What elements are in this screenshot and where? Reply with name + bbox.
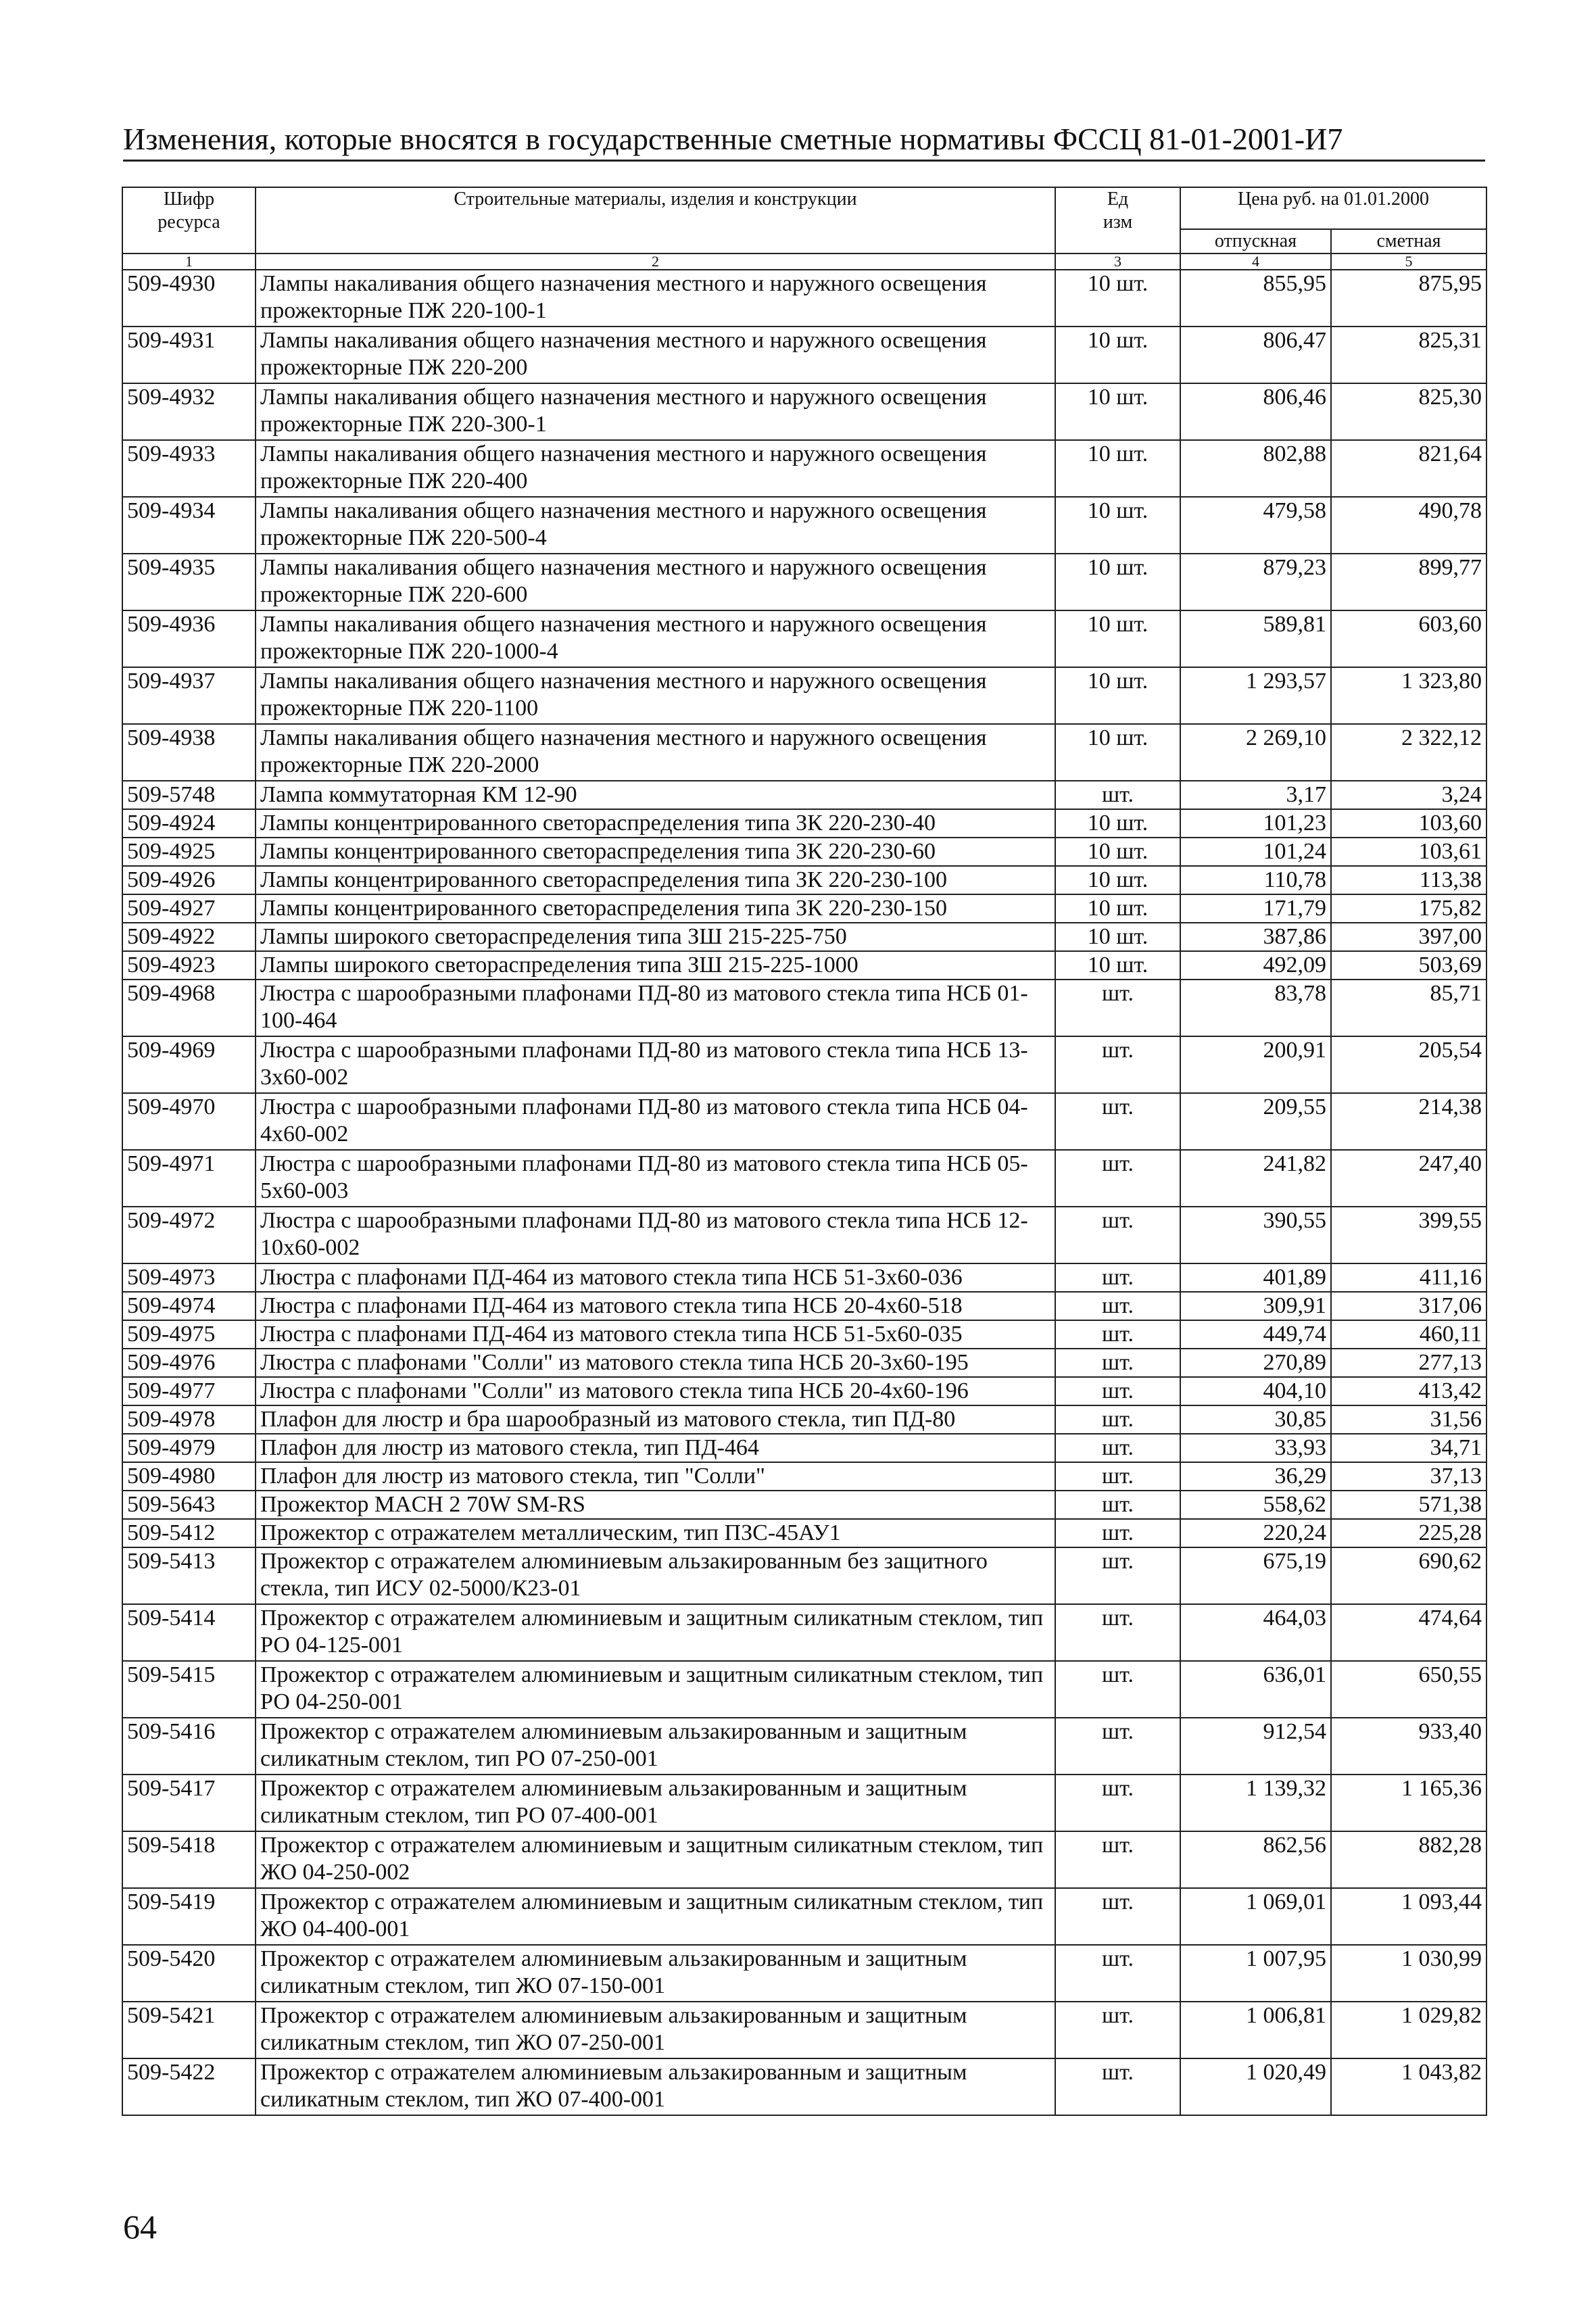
table-row (122, 1093, 1486, 1150)
estimate-price: 825,30 (1331, 383, 1486, 440)
estimate-price: 31,56 (1331, 1405, 1486, 1434)
release-price: 806,46 (1180, 383, 1331, 440)
unit-of-measure: шт. (1055, 980, 1180, 1036)
estimate-price: 1 043,82 (1331, 2058, 1486, 2115)
resource-name: Лампы накаливания общего назначения местного и наружного освещения прожекторные ПЖ 220-100-1 (256, 270, 1055, 327)
resource-name: Прожектор с отражателем алюминиевым альзакированным и защитным силикатным стеклом, тип РО 07-250-001 (256, 1718, 1055, 1775)
resource-name: Люстра с шарообразными плафонами ПД-80 из матового стекла типа НСБ 13-3x60-002 (256, 1036, 1055, 1093)
estimate-price: 103,60 (1331, 809, 1486, 838)
table-row (122, 1377, 1486, 1405)
unit-of-measure: шт. (1055, 1775, 1180, 1831)
table-row (122, 1945, 1486, 2002)
resource-name: Прожектор с отражателем металлическим, тип ПЗС-45АУ1 (256, 1519, 1055, 1547)
release-price: 83,78 (1180, 980, 1331, 1036)
resource-name: Лампы концентрированного светораспределения типа ЗК 220-230-40 (256, 809, 1055, 838)
resource-code: 509-4969 (122, 1036, 256, 1093)
estimate-price: 397,00 (1331, 923, 1486, 951)
release-price: 101,23 (1180, 809, 1331, 838)
release-price: 1 020,49 (1180, 2058, 1331, 2115)
resource-name: Плафон для люстр из матового стекла, тип ПД-464 (256, 1434, 1055, 1462)
table-row (122, 1292, 1486, 1320)
unit-of-measure: шт. (1055, 1150, 1180, 1207)
resource-name: Прожектор с отражателем алюминиевым и защитным силикатным стеклом, тип РО 04-125-001 (256, 1604, 1055, 1661)
resource-name: Лампы накаливания общего назначения местного и наружного освещения прожекторные ПЖ 220-1100 (256, 667, 1055, 724)
estimate-price: 103,61 (1331, 838, 1486, 866)
resource-code: 509-5420 (122, 1945, 256, 2002)
resource-name: Прожектор с отражателем алюминиевым альзакированным и защитным силикатным стеклом, тип ЖО 07-150-001 (256, 1945, 1055, 2002)
table-row (122, 1150, 1486, 1207)
resource-code: 509-4923 (122, 951, 256, 980)
resource-name: Люстра с плафонами "Солли" из матового стекла типа НСБ 20-4x60-196 (256, 1377, 1055, 1405)
release-price: 855,95 (1180, 270, 1331, 327)
release-price: 270,89 (1180, 1349, 1331, 1377)
unit-of-measure: 10 шт. (1055, 497, 1180, 554)
unit-of-measure: шт. (1055, 1349, 1180, 1377)
resource-code: 509-4933 (122, 440, 256, 497)
resource-code: 509-5412 (122, 1519, 256, 1547)
resource-name: Люстра с плафонами "Солли" из матового стекла типа НСБ 20-3x60-195 (256, 1349, 1055, 1377)
resource-name: Люстра с шарообразными плафонами ПД-80 из матового стекла типа НСБ 05-5x60-003 (256, 1150, 1055, 1207)
resource-name: Лампы накаливания общего назначения местного и наружного освещения прожекторные ПЖ 220-500-4 (256, 497, 1055, 554)
estimate-price: 1 030,99 (1331, 1945, 1486, 2002)
resource-name: Люстра с шарообразными плафонами ПД-80 из матового стекла типа НСБ 01-100-464 (256, 980, 1055, 1036)
release-price: 390,55 (1180, 1207, 1331, 1263)
resource-code: 509-4971 (122, 1150, 256, 1207)
table-row (122, 1831, 1486, 1888)
resource-name: Люстра с плафонами ПД-464 из матового стекла типа НСБ 51-3x60-036 (256, 1263, 1055, 1292)
estimate-price: 1 165,36 (1331, 1775, 1486, 1831)
unit-of-measure: шт. (1055, 2002, 1180, 2058)
resource-code: 509-4931 (122, 327, 256, 383)
resource-code: 509-4979 (122, 1434, 256, 1462)
release-price: 404,10 (1180, 1377, 1331, 1405)
table-row (122, 497, 1486, 554)
estimate-price: 205,54 (1331, 1036, 1486, 1093)
estimate-price: 3,24 (1331, 781, 1486, 809)
estimate-price: 503,69 (1331, 951, 1486, 980)
estimate-price: 317,06 (1331, 1292, 1486, 1320)
release-price: 33,93 (1180, 1434, 1331, 1462)
unit-of-measure: шт. (1055, 1377, 1180, 1405)
resource-code: 509-4932 (122, 383, 256, 440)
resource-code: 509-4938 (122, 724, 256, 781)
estimate-price: 411,16 (1331, 1263, 1486, 1292)
release-price: 449,74 (1180, 1320, 1331, 1349)
resource-name: Плафон для люстр из матового стекла, тип "Солли" (256, 1462, 1055, 1491)
table-row (122, 1320, 1486, 1349)
header-price: Цена руб. на 01.01.2000 (1180, 187, 1486, 229)
resource-code: 509-4924 (122, 809, 256, 838)
table-row (122, 2058, 1486, 2115)
unit-of-measure: 10 шт. (1055, 894, 1180, 923)
resource-code: 509-4930 (122, 270, 256, 327)
release-price: 879,23 (1180, 554, 1331, 610)
table-row (122, 554, 1486, 610)
release-price: 309,91 (1180, 1292, 1331, 1320)
resource-name: Лампа коммутаторная КМ 12-90 (256, 781, 1055, 809)
resource-code: 509-5415 (122, 1661, 256, 1718)
resource-code: 509-4922 (122, 923, 256, 951)
estimate-price: 690,62 (1331, 1547, 1486, 1604)
estimate-price: 1 029,82 (1331, 2002, 1486, 2058)
resource-code: 509-4973 (122, 1263, 256, 1292)
table-row (122, 923, 1486, 951)
estimate-price: 875,95 (1331, 270, 1486, 327)
table-row (122, 1036, 1486, 1093)
resource-name: Прожектор MACH 2 70W SM-RS (256, 1491, 1055, 1519)
unit-of-measure: шт. (1055, 1405, 1180, 1434)
unit-of-measure: шт. (1055, 1547, 1180, 1604)
estimate-price: 490,78 (1331, 497, 1486, 554)
table-row (122, 980, 1486, 1036)
resource-code: 509-4937 (122, 667, 256, 724)
resource-code: 509-4976 (122, 1349, 256, 1377)
release-price: 171,79 (1180, 894, 1331, 923)
table-row (122, 1519, 1486, 1547)
estimate-price: 277,13 (1331, 1349, 1486, 1377)
table-row (122, 667, 1486, 724)
resource-code: 509-4935 (122, 554, 256, 610)
table-row (122, 781, 1486, 809)
release-price: 589,81 (1180, 610, 1331, 667)
resource-name: Люстра с плафонами ПД-464 из матового стекла типа НСБ 51-5x60-035 (256, 1320, 1055, 1349)
resource-code: 509-4934 (122, 497, 256, 554)
unit-of-measure: шт. (1055, 1434, 1180, 1462)
release-price: 3,17 (1180, 781, 1331, 809)
unit-of-measure: шт. (1055, 1661, 1180, 1718)
unit-of-measure: шт. (1055, 1036, 1180, 1093)
release-price: 1 069,01 (1180, 1888, 1331, 1945)
column-number: 1 (122, 254, 256, 270)
unit-of-measure: 10 шт. (1055, 383, 1180, 440)
resource-name: Лампы накаливания общего назначения местного и наружного освещения прожекторные ПЖ 220-600 (256, 554, 1055, 610)
resource-code: 509-4974 (122, 1292, 256, 1320)
unit-of-measure: шт. (1055, 2058, 1180, 2115)
unit-of-measure: 10 шт. (1055, 838, 1180, 866)
resource-name: Прожектор с отражателем алюминиевым и защитным силикатным стеклом, тип ЖО 04-250-002 (256, 1831, 1055, 1888)
release-price: 2 269,10 (1180, 724, 1331, 781)
release-price: 401,89 (1180, 1263, 1331, 1292)
estimate-price: 933,40 (1331, 1718, 1486, 1775)
header-release-price: отпускная (1180, 229, 1331, 254)
resource-name: Лампы накаливания общего назначения местного и наружного освещения прожекторные ПЖ 220-1000-4 (256, 610, 1055, 667)
estimate-price: 113,38 (1331, 866, 1486, 894)
release-price: 1 006,81 (1180, 2002, 1331, 2058)
table-row (122, 1462, 1486, 1491)
resource-code: 509-4975 (122, 1320, 256, 1349)
release-price: 1 293,57 (1180, 667, 1331, 724)
resource-name: Лампы концентрированного светораспределения типа ЗК 220-230-150 (256, 894, 1055, 923)
table-row (122, 1434, 1486, 1462)
release-price: 464,03 (1180, 1604, 1331, 1661)
estimate-price: 2 322,12 (1331, 724, 1486, 781)
release-price: 558,62 (1180, 1491, 1331, 1519)
resource-code: 509-5414 (122, 1604, 256, 1661)
column-number-row (122, 254, 1486, 270)
estimate-price: 175,82 (1331, 894, 1486, 923)
resource-name: Лампы концентрированного светораспределения типа ЗК 220-230-60 (256, 838, 1055, 866)
unit-of-measure: шт. (1055, 1945, 1180, 2002)
resource-name: Лампы широкого светораспределения типа ЗШ 215-225-750 (256, 923, 1055, 951)
unit-of-measure: 10 шт. (1055, 951, 1180, 980)
release-price: 492,09 (1180, 951, 1331, 980)
table-row (122, 809, 1486, 838)
table-row (122, 894, 1486, 923)
table-row (122, 1888, 1486, 1945)
estimate-price: 899,77 (1331, 554, 1486, 610)
table-row (122, 724, 1486, 781)
unit-of-measure: 10 шт. (1055, 809, 1180, 838)
release-price: 1 007,95 (1180, 1945, 1331, 2002)
table-row (122, 1547, 1486, 1604)
unit-of-measure: шт. (1055, 1320, 1180, 1349)
resource-name: Лампы широкого светораспределения типа ЗШ 215-225-1000 (256, 951, 1055, 980)
unit-of-measure: шт. (1055, 1831, 1180, 1888)
unit-of-measure: 10 шт. (1055, 440, 1180, 497)
resource-code: 509-5413 (122, 1547, 256, 1604)
resource-code: 509-4977 (122, 1377, 256, 1405)
estimate-price: 85,71 (1331, 980, 1486, 1036)
header-code (122, 187, 256, 254)
release-price: 209,55 (1180, 1093, 1331, 1150)
header-estimate-price: сметная (1331, 229, 1486, 254)
resource-code: 509-4926 (122, 866, 256, 894)
table-row (122, 1349, 1486, 1377)
resource-name: Люстра с шарообразными плафонами ПД-80 из матового стекла типа НСБ 04-4x60-002 (256, 1093, 1055, 1150)
unit-of-measure: шт. (1055, 1207, 1180, 1263)
table-row (122, 270, 1486, 327)
resource-code: 509-4980 (122, 1462, 256, 1491)
resource-code: 509-4936 (122, 610, 256, 667)
resource-code: 509-5417 (122, 1775, 256, 1831)
page-number: 64 (123, 2208, 157, 2246)
table-row (122, 440, 1486, 497)
estimate-price: 37,13 (1331, 1462, 1486, 1491)
resource-name: Прожектор с отражателем алюминиевым и защитным силикатным стеклом, тип РО 04-250-001 (256, 1661, 1055, 1718)
unit-of-measure: шт. (1055, 781, 1180, 809)
table-row (122, 1661, 1486, 1718)
header-name: Строительные материалы, изделия и конструкции (256, 187, 1055, 254)
release-price: 241,82 (1180, 1150, 1331, 1207)
estimate-price: 571,38 (1331, 1491, 1486, 1519)
estimate-price: 1 323,80 (1331, 667, 1486, 724)
unit-of-measure: 10 шт. (1055, 866, 1180, 894)
resource-name: Прожектор с отражателем алюминиевым альзакированным и защитным силикатным стеклом, тип ЖО 07-400-001 (256, 2058, 1055, 2115)
estimate-price: 882,28 (1331, 1831, 1486, 1888)
release-price: 200,91 (1180, 1036, 1331, 1093)
column-number: 5 (1331, 254, 1486, 270)
unit-of-measure: 10 шт. (1055, 270, 1180, 327)
resource-name: Прожектор с отражателем алюминиевым альзакированным и защитным силикатным стеклом, тип ЖО 07-250-001 (256, 2002, 1055, 2058)
estimate-price: 650,55 (1331, 1661, 1486, 1718)
document-header: Изменения, которые вносятся в государственные сметные нормативы ФССЦ 81-01-2001-И7 (123, 122, 1343, 156)
release-price: 636,01 (1180, 1661, 1331, 1718)
table-row (122, 1775, 1486, 1831)
header-rule (123, 160, 1485, 162)
release-price: 1 139,32 (1180, 1775, 1331, 1831)
release-price: 806,47 (1180, 327, 1331, 383)
table-row (122, 1604, 1486, 1661)
resource-name: Прожектор с отражателем алюминиевым и защитным силикатным стеклом, тип ЖО 04-400-001 (256, 1888, 1055, 1945)
resource-code: 509-4972 (122, 1207, 256, 1263)
estimate-price: 413,42 (1331, 1377, 1486, 1405)
unit-of-measure: 10 шт. (1055, 327, 1180, 383)
header-unit (1055, 187, 1180, 254)
header-code-line1: Шифр (163, 189, 215, 210)
resource-name: Лампы концентрированного светораспределения типа ЗК 220-230-100 (256, 866, 1055, 894)
estimate-price: 247,40 (1331, 1150, 1486, 1207)
unit-of-measure: 10 шт. (1055, 554, 1180, 610)
unit-of-measure: шт. (1055, 1888, 1180, 1945)
column-number: 2 (256, 254, 1055, 270)
resource-code: 509-5422 (122, 2058, 256, 2115)
column-number: 3 (1055, 254, 1180, 270)
header-unit-line2: изм (1103, 212, 1133, 233)
header-unit-line1: Ед (1107, 189, 1129, 210)
resource-name: Прожектор с отражателем алюминиевым альзакированным и защитным силикатным стеклом, тип РО 07-400-001 (256, 1775, 1055, 1831)
unit-of-measure: 10 шт. (1055, 923, 1180, 951)
table-row (122, 1405, 1486, 1434)
estimate-price: 460,11 (1331, 1320, 1486, 1349)
table-row (122, 383, 1486, 440)
resource-name: Лампы накаливания общего назначения местного и наружного освещения прожекторные ПЖ 220-200 (256, 327, 1055, 383)
table-row (122, 951, 1486, 980)
resource-name: Лампы накаливания общего назначения местного и наружного освещения прожекторные ПЖ 220-2000 (256, 724, 1055, 781)
table-row (122, 1207, 1486, 1263)
resource-code: 509-4968 (122, 980, 256, 1036)
table-row (122, 1718, 1486, 1775)
resource-name: Люстра с шарообразными плафонами ПД-80 из матового стекла типа НСБ 12-10x60-002 (256, 1207, 1055, 1263)
resource-code: 509-5748 (122, 781, 256, 809)
unit-of-measure: 10 шт. (1055, 724, 1180, 781)
release-price: 675,19 (1180, 1547, 1331, 1604)
table-row (122, 1491, 1486, 1519)
table-row (122, 2002, 1486, 2058)
estimate-price: 214,38 (1331, 1093, 1486, 1150)
resource-code: 509-4925 (122, 838, 256, 866)
release-price: 30,85 (1180, 1405, 1331, 1434)
resource-name: Лампы накаливания общего назначения местного и наружного освещения прожекторные ПЖ 220-400 (256, 440, 1055, 497)
release-price: 220,24 (1180, 1519, 1331, 1547)
release-price: 862,56 (1180, 1831, 1331, 1888)
table-row (122, 866, 1486, 894)
unit-of-measure: шт. (1055, 1491, 1180, 1519)
unit-of-measure: 10 шт. (1055, 610, 1180, 667)
release-price: 479,58 (1180, 497, 1331, 554)
estimate-price: 825,31 (1331, 327, 1486, 383)
resource-price-table (122, 187, 1487, 2116)
estimate-price: 1 093,44 (1331, 1888, 1486, 1945)
resource-code: 509-5643 (122, 1491, 256, 1519)
resource-code: 509-4927 (122, 894, 256, 923)
estimate-price: 474,64 (1331, 1604, 1486, 1661)
estimate-price: 225,28 (1331, 1519, 1486, 1547)
unit-of-measure: шт. (1055, 1519, 1180, 1547)
release-price: 802,88 (1180, 440, 1331, 497)
resource-code: 509-4970 (122, 1093, 256, 1150)
release-price: 912,54 (1180, 1718, 1331, 1775)
resource-code: 509-5418 (122, 1831, 256, 1888)
resource-code: 509-5419 (122, 1888, 256, 1945)
estimate-price: 34,71 (1331, 1434, 1486, 1462)
table-row (122, 838, 1486, 866)
estimate-price: 603,60 (1331, 610, 1486, 667)
unit-of-measure: шт. (1055, 1604, 1180, 1661)
column-number: 4 (1180, 254, 1331, 270)
resource-code: 509-4978 (122, 1405, 256, 1434)
unit-of-measure: шт. (1055, 1292, 1180, 1320)
estimate-price: 821,64 (1331, 440, 1486, 497)
table-row (122, 327, 1486, 383)
resource-name: Плафон для люстр и бра шарообразный из матового стекла, тип ПД-80 (256, 1405, 1055, 1434)
table-row (122, 1263, 1486, 1292)
release-price: 101,24 (1180, 838, 1331, 866)
resource-name: Лампы накаливания общего назначения местного и наружного освещения прожекторные ПЖ 220-300-1 (256, 383, 1055, 440)
estimate-price: 399,55 (1331, 1207, 1486, 1263)
unit-of-measure: шт. (1055, 1462, 1180, 1491)
table-row (122, 610, 1486, 667)
release-price: 110,78 (1180, 866, 1331, 894)
unit-of-measure: шт. (1055, 1263, 1180, 1292)
resource-code: 509-5421 (122, 2002, 256, 2058)
unit-of-measure: 10 шт. (1055, 667, 1180, 724)
resource-name: Прожектор с отражателем алюминиевым альзакированным без защитного стекла, тип ИСУ 02-5000/К23-01 (256, 1547, 1055, 1604)
resource-name: Люстра с плафонами ПД-464 из матового стекла типа НСБ 20-4x60-518 (256, 1292, 1055, 1320)
header-code-line2: ресурса (158, 212, 220, 233)
release-price: 387,86 (1180, 923, 1331, 951)
unit-of-measure: шт. (1055, 1718, 1180, 1775)
unit-of-measure: шт. (1055, 1093, 1180, 1150)
release-price: 36,29 (1180, 1462, 1331, 1491)
resource-code: 509-5416 (122, 1718, 256, 1775)
